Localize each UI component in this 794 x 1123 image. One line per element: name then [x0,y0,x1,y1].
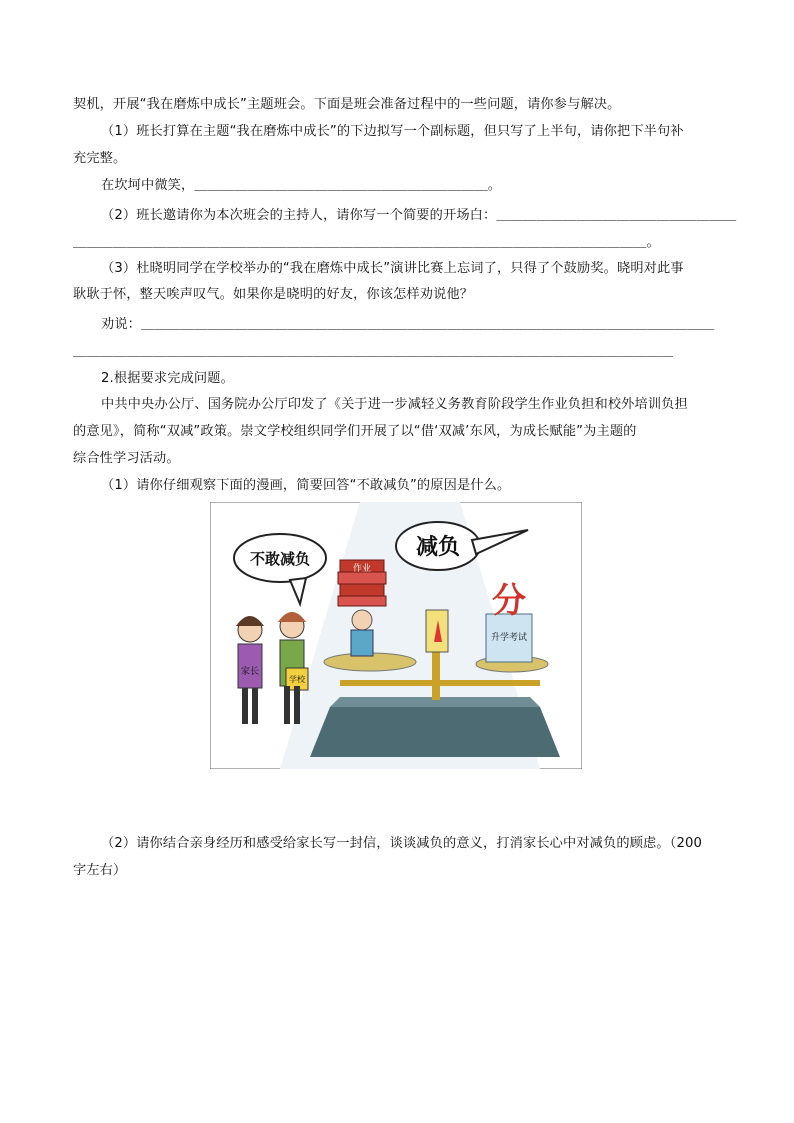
answer-blank-3a: 劝说：＿＿＿＿＿＿＿＿＿＿＿＿＿＿＿＿＿＿＿＿＿＿＿＿＿＿＿＿＿＿＿＿＿＿＿＿＿＿＿＿＿＿＿ [101,317,715,332]
book-label: 作业 [352,564,372,574]
question-1-1: （1）班长打算在主题“我在磨炼中成长”的下边拟写一个副标题，但只写了上半句，请你把下半句补 [101,124,684,139]
bubble-left-text: 不敢减负 [249,550,311,568]
bubble-right-text: 减负 [415,535,461,560]
school-label: 学校 [289,675,305,684]
exam-label: 升学考试 [490,633,528,643]
question-2-2-cont: 字左右） [73,863,127,878]
cartoon-illustration [210,502,582,769]
question-1-2: （2）班长邀请你为本次班会的主持人，请你写一个简要的开场白：＿＿＿＿＿＿＿＿＿＿＿＿＿＿＿＿＿＿ [101,208,737,223]
answer-blank-3b: ＿＿＿＿＿＿＿＿＿＿＿＿＿＿＿＿＿＿＿＿＿＿＿＿＿＿＿＿＿＿＿＿＿＿＿＿＿＿＿＿＿＿＿＿＿ [73,344,674,359]
question-1-1-cont: 充完整。 [73,151,127,166]
question-2-heading: 2.根据要求完成问题。 [101,371,234,386]
question-2-1: （1）请你仔细观察下面的漫画，简要回答“不敢减负”的原因是什么。 [101,478,511,493]
subtitle-blank: 在坎坷中微笑，＿＿＿＿＿＿＿＿＿＿＿＿＿＿＿＿＿＿＿＿＿＿。 [101,178,502,193]
text-line-1: 契机，开展“我在磨炼中成长”主题班会。下面是班会准备过程中的一些问题，请你参与解决。 [73,97,621,112]
question-2-intro-cont: 的意见》，简称“双减”政策。崇文学校组织同学们开展了以“借‘双减’东风，为成长赋能”为主题的 [73,424,637,439]
parent-label: 家长 [240,667,260,677]
question-2-2: （2）请你结合亲身经历和感受给家长写一封信，谈谈减负的意义，打消家长心中对减负的顾虑。（200 [101,836,703,851]
question-1-3: （3）杜晓明同学在学校举办的“我在磨炼中成长”演讲比赛上忘词了，只得了个鼓励奖。晓明对此事 [101,261,684,276]
answer-blank-2: ＿＿＿＿＿＿＿＿＿＿＿＿＿＿＿＿＿＿＿＿＿＿＿＿＿＿＿＿＿＿＿＿＿＿＿＿＿＿＿＿＿＿＿。 [73,235,660,250]
question-1-3-cont: 耿耿于怀，整天唉声叹气。如果你是晓明的好友，你该怎样劝说他？ [73,287,474,302]
question-2-intro-end: 综合性学习活动。 [73,451,180,466]
question-2-intro: 中共中央办公厅、国务院办公厅印发了《关于进一步减轻义务教育阶段学生作业负担和校外培训负担 [101,397,688,412]
score-label: 分 [492,581,526,621]
